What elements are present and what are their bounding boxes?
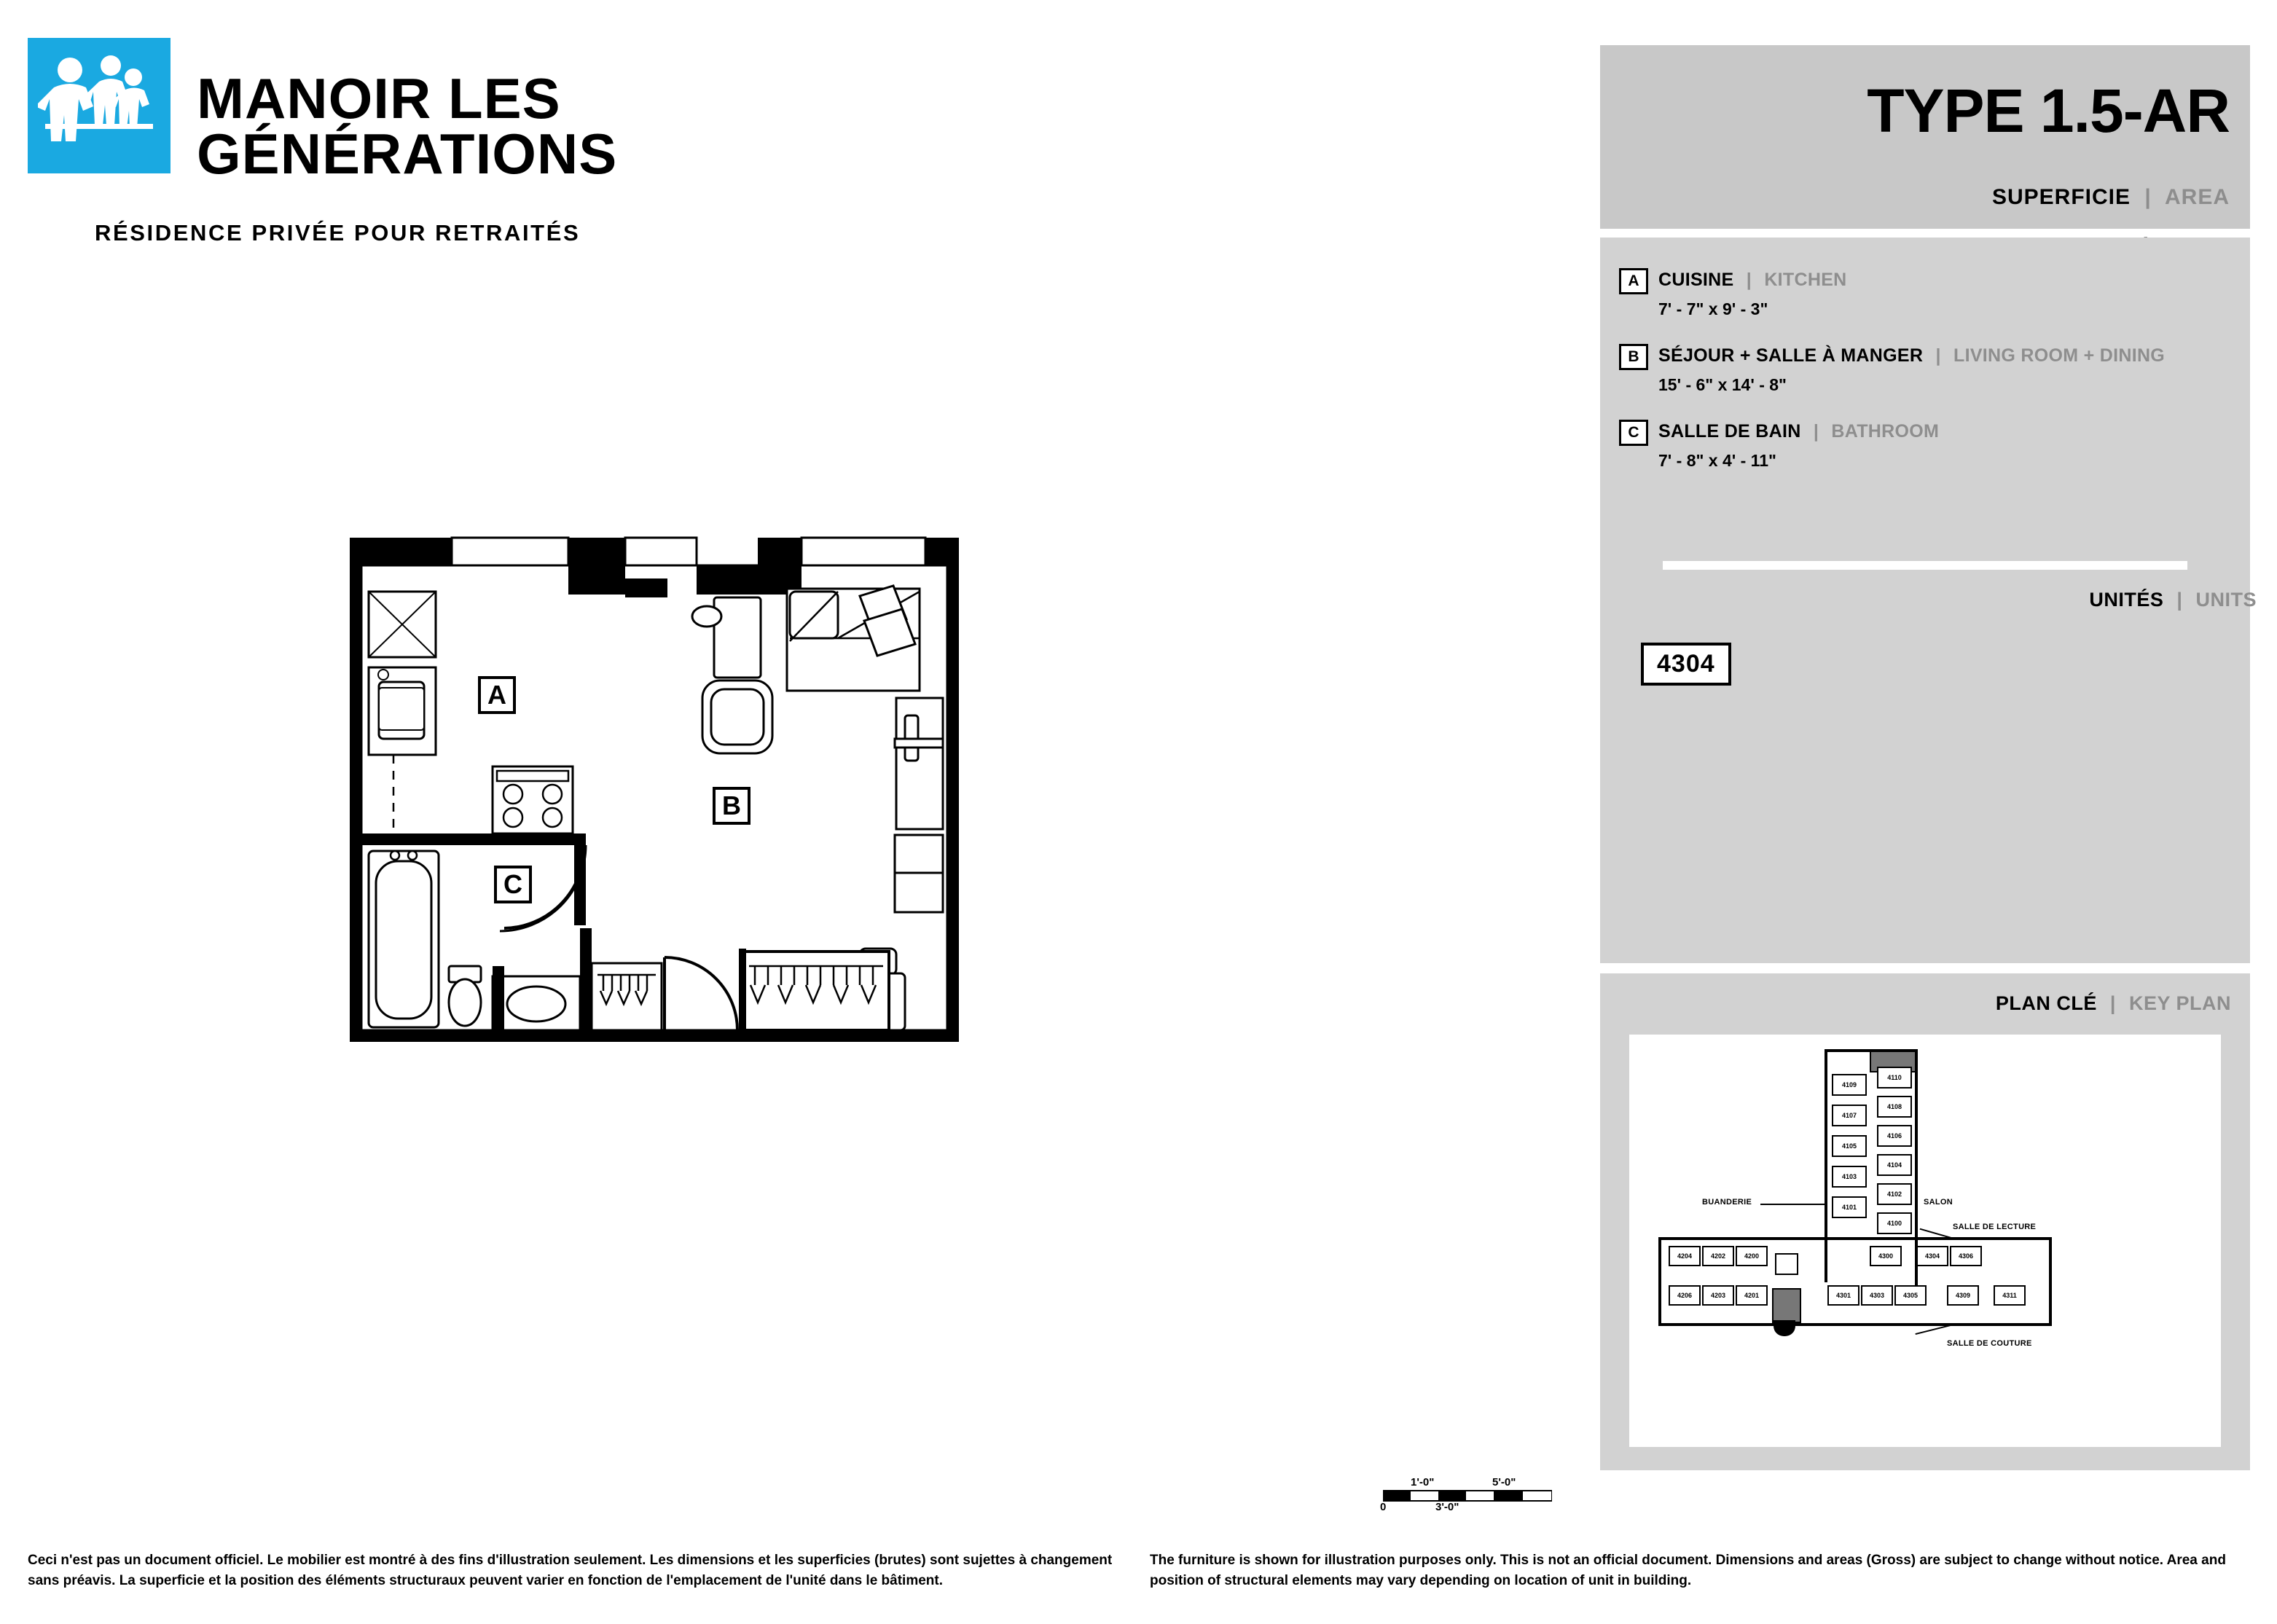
key-plan-label-couture: SALLE DE COUTURE [1947, 1339, 2032, 1348]
title-panel [1600, 45, 2250, 229]
logo-mark [28, 38, 171, 173]
svg-text:C: C [503, 869, 522, 899]
unit-number-badge: 4304 [1641, 643, 1731, 686]
room-names-a [1658, 270, 1847, 291]
room-name-en-b: LIVING ROOM + DINING [1953, 345, 2166, 366]
key-plan-unit[interactable]: 4301 [1827, 1285, 1859, 1306]
room-entry-c [1628, 421, 1940, 471]
area-caption [1992, 185, 2230, 210]
room-tag-a: A [1619, 268, 1648, 294]
key-plan-unit[interactable]: 4309 [1947, 1285, 1979, 1306]
area-caption-en: AREA [2164, 185, 2230, 209]
brand-logo-block [28, 38, 618, 246]
room-name-en-c: BATHROOM [1831, 421, 1940, 442]
key-plan-unit[interactable]: 4203 [1702, 1285, 1734, 1306]
key-plan-unit[interactable]: 4104 [1877, 1154, 1912, 1176]
key-plan-wall-h-bottom [1658, 1323, 2052, 1326]
key-plan-elevator [1775, 1253, 1798, 1275]
room-dims-a: 7' - 7" x 9' - 3" [1658, 299, 1768, 318]
key-plan-panel [1600, 973, 2250, 1470]
key-plan-unit[interactable]: 4103 [1832, 1166, 1867, 1188]
key-plan-unit[interactable]: 4303 [1861, 1285, 1893, 1306]
brand-subtitle: RÉSIDENCE PRIVÉE POUR RETRAITÉS [95, 220, 581, 246]
footer-disclaimer-fr: Ceci n'est pas un document officiel. Le mobilier est montré à des fins d'illustration seulement. Les dimensions et les superficies (brutes) sont sujettes à changement sans préavis. La superficie et la position des éléments structuraux peuvent varier en fonction de l'emplacement de l'unité dans le bâtiment. [28, 1553, 1113, 1588]
key-plan-unit[interactable]: 4306 [1950, 1246, 1982, 1266]
key-plan-wall-h-top [1658, 1237, 2052, 1240]
room-name-fr-b: SÉJOUR + SALLE À MANGER [1658, 345, 1924, 366]
room-separator-c: | [1813, 421, 1819, 442]
room-tag-b: B [1619, 344, 1648, 370]
room-entry-a [1628, 270, 1847, 319]
key-plan-unit[interactable]: 4106 [1877, 1125, 1912, 1147]
people-icon [38, 48, 160, 163]
area-caption-fr: SUPERFICIE [1991, 185, 2131, 209]
key-plan-unit[interactable]: 4105 [1832, 1135, 1867, 1157]
room-entry-b [1628, 345, 2166, 395]
key-plan-unit[interactable]: 4311 [1994, 1285, 2026, 1306]
key-plan-unit[interactable]: 4201 [1736, 1285, 1768, 1306]
svg-text:A: A [487, 680, 506, 710]
key-plan-label-buanderie: BUANDERIE [1702, 1198, 1752, 1207]
key-plan-unit[interactable]: 4304 [1916, 1246, 1948, 1266]
key-plan-unit[interactable]: 4109 [1832, 1074, 1867, 1096]
brand-line-1: MANOIR LES [197, 66, 561, 130]
key-plan-canvas [1629, 1035, 2221, 1447]
key-plan-unit[interactable]: 4204 [1669, 1246, 1701, 1266]
key-plan-title-fr: PLAN CLÉ [1995, 992, 2097, 1014]
scale-label-right: 5'-0" [1492, 1476, 1516, 1488]
key-plan-unit[interactable]: 4206 [1669, 1285, 1701, 1306]
room-separator-b: | [1935, 345, 1941, 366]
room-separator-a: | [1746, 270, 1752, 290]
room-dims-c: 7' - 8" x 4' - 11" [1658, 451, 1776, 470]
unit-type-title: TYPE 1.5-AR [1867, 77, 2230, 145]
units-caption [2089, 589, 2257, 611]
units-caption-fr: UNITÉS [2089, 589, 2164, 611]
key-plan-unit[interactable]: 4100 [1877, 1212, 1912, 1234]
key-plan-leader-3 [1916, 1325, 1951, 1335]
room-tag-c: C [1619, 420, 1648, 446]
panel-divider [1663, 561, 2187, 570]
area-caption-separator: | [2144, 185, 2152, 209]
key-plan-unit[interactable]: 4200 [1736, 1246, 1768, 1266]
scale-bar [1380, 1476, 1552, 1513]
key-plan-label-lecture: SALLE DE LECTURE [1953, 1223, 2037, 1231]
key-plan-unit[interactable]: 4300 [1870, 1246, 1902, 1266]
room-name-en-a: KITCHEN [1764, 270, 1847, 290]
key-plan-wall-h-left [1658, 1237, 1661, 1326]
key-plan-title-separator: | [2109, 992, 2116, 1014]
key-plan-core [1772, 1288, 1801, 1323]
key-plan-unit[interactable]: 4110 [1877, 1067, 1912, 1088]
key-plan-unit[interactable]: 4305 [1894, 1285, 1927, 1306]
scale-label-left: 1'-0" [1411, 1476, 1435, 1488]
units-caption-en: UNITS [2195, 589, 2257, 611]
brand-line-2: GÉNÉRATIONS [197, 122, 618, 186]
scale-label-zero: 0 [1380, 1501, 1387, 1513]
key-plan-unit[interactable]: 4108 [1877, 1096, 1912, 1118]
key-plan-entrance-marker [1774, 1320, 1795, 1336]
key-plan-label-salon: SALON [1924, 1198, 1953, 1207]
floor-plan-drawing [350, 532, 1268, 1188]
key-plan-unit[interactable]: 4102 [1877, 1183, 1912, 1205]
key-plan-wall-left [1825, 1049, 1827, 1282]
svg-text:B: B [722, 791, 741, 820]
units-caption-separator: | [2176, 589, 2183, 611]
key-plan-wall-h-right [2049, 1237, 2052, 1326]
room-names-c [1658, 421, 1939, 442]
footer-disclaimer-en: The furniture is shown for illustration purposes only. This is not an official document. Dimensions and areas (Gross) are subject to change without notice. Area and position of structural elements may vary depending on location of unit in building. [1150, 1553, 2226, 1588]
key-plan-unit[interactable]: 4107 [1832, 1105, 1867, 1126]
scale-label-mid: 3'-0" [1435, 1501, 1459, 1513]
key-plan-leader-1 [1760, 1204, 1826, 1205]
room-dims-b: 15' - 6" x 14' - 8" [1658, 375, 1787, 394]
room-names-b [1658, 345, 2165, 366]
key-plan-wall-top [1825, 1049, 1918, 1052]
key-plan-title [1996, 992, 2231, 1015]
key-plan-title-en: KEY PLAN [2128, 992, 2231, 1014]
key-plan-unit[interactable]: 4202 [1702, 1246, 1734, 1266]
key-plan-unit[interactable]: 4101 [1832, 1196, 1867, 1218]
room-name-fr-c: SALLE DE BAIN [1658, 421, 1801, 442]
room-name-fr-a: CUISINE [1658, 270, 1734, 290]
